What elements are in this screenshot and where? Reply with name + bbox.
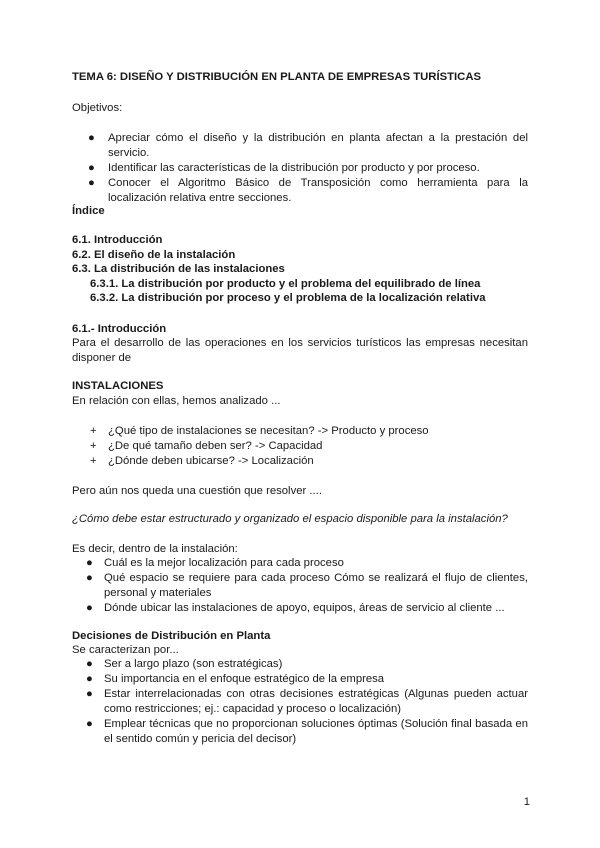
instalaciones-paragraph: En relación con ellas, hemos analizado ... — [72, 395, 281, 407]
pending-question-paragraph: Pero aún nos queda una cuestión que resolver .... — [72, 485, 322, 497]
toc-item[interactable]: 6.1. Introducción — [72, 234, 163, 246]
instalaciones-heading: INSTALACIONES — [72, 380, 164, 392]
list-item: ● Emplear técnicas que no proporcionan soluciones óptimas (Solución final basada en el sentido común y pericia del decisor) — [86, 718, 528, 745]
toc-item[interactable]: 6.3. La distribución de las instalaciones — [72, 263, 285, 275]
list-item: ● Identificar las características de la distribución por producto y por proceso. — [88, 162, 480, 174]
section-heading-intro: 6.1.- Introducción — [72, 323, 167, 335]
list-item: + ¿Qué tipo de instalaciones se necesitan? -> Producto y proceso — [90, 425, 429, 437]
list-item: ● Su importancia en el enfoque estratégico de la empresa — [86, 673, 385, 685]
toc-item[interactable]: 6.3.1. La distribución por producto y el problema del equilibrado de línea — [90, 277, 481, 290]
intro-paragraph: Para el desarrollo de las operaciones en los servicios turísticos las empresas necesitan disponer de — [72, 337, 528, 364]
es-decir-paragraph: Es decir, dentro de la instalación: — [72, 543, 238, 555]
list-item: ● Conocer el Algoritmo Básico de Transposición como herramienta para la localización relativa entre secciones. — [88, 177, 528, 204]
objectives-label: Objetivos: — [72, 102, 123, 114]
inside-installation-list — [72, 556, 528, 616]
page-number: 1 — [523, 796, 530, 808]
decisions-intro: Se caracterizan por... — [72, 644, 179, 656]
list-item: + ¿Dónde deben ubicarse? -> Localización — [90, 455, 314, 467]
list-item: ● Apreciar cómo el diseño y la distribución en planta afectan a la prestación del servicio. — [88, 132, 528, 159]
questions-list — [72, 424, 528, 469]
objectives-list — [72, 131, 528, 206]
page-title: TEMA 6: DISEÑO Y DISTRIBUCIÓN EN PLANTA DE EMPRESAS TURÍSTICAS — [72, 71, 482, 83]
decisions-heading: Decisiones de Distribución en Planta — [72, 630, 271, 642]
list-item: ● Cuál es la mejor localización para cada proceso — [86, 557, 344, 569]
table-of-contents — [72, 233, 528, 306]
list-item: ● Dónde ubicar las instalaciones de apoyo, equipos, áreas de servicio al cliente ... — [86, 602, 505, 614]
key-question: ¿Cómo debe estar estructurado y organizado el espacio disponible para la instalación? — [72, 513, 508, 525]
list-item: ● Qué espacio se requiere para cada proceso Cómo se realizará el flujo de clientes, personal y materiales — [86, 572, 528, 599]
toc-item[interactable]: 6.3.2. La distribución por proceso y el problema de la localización relativa — [90, 292, 486, 304]
list-item: ● Estar interrelacionadas con otras decisiones estratégicas (Algunas pueden actuar como restricciones; ej.: capacidad y proceso o localización) — [86, 688, 528, 715]
toc-item[interactable]: 6.2. El diseño de la instalación — [72, 248, 236, 261]
index-heading: Índice — [72, 205, 105, 217]
list-item: + ¿De qué tamaño deben ser? -> Capacidad — [90, 440, 323, 452]
decisions-list — [72, 657, 528, 747]
list-item: ● Ser a largo plazo (son estratégicas) — [86, 658, 283, 670]
